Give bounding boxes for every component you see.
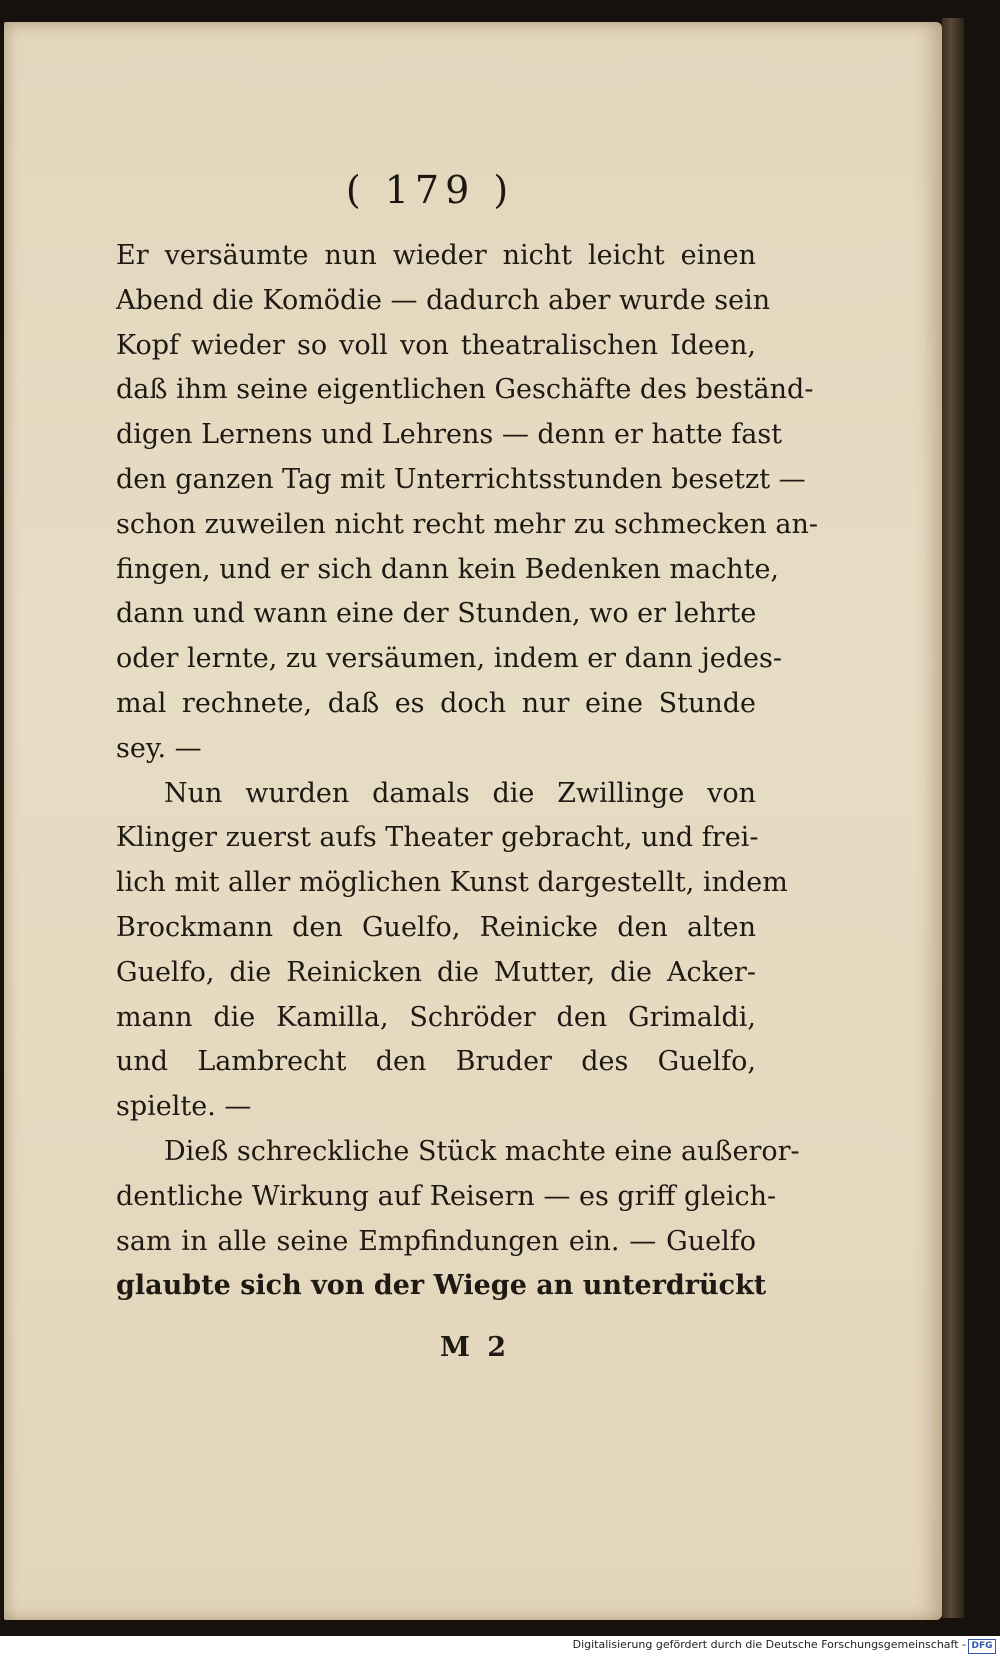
- text-line: schon zuweilen nicht recht mehr zu schmecken an-: [116, 508, 818, 540]
- text-line: Dieß schreckliche Stück machte eine außeror-: [164, 1135, 800, 1167]
- text-line: mal rechnete, daß es doch nur eine Stunde: [116, 687, 756, 719]
- text-line: und Lambrecht den Bruder des Guelfo,: [116, 1046, 756, 1078]
- text-line: dentliche Wirkung auf Reisern — es griff gleich-: [116, 1180, 777, 1212]
- text-line: Abend die Komödie — dadurch aber wurde sein: [116, 284, 771, 316]
- text-line: mann die Kamilla, Schröder den Grimaldi,: [116, 1001, 756, 1033]
- text-line: spielte. —: [116, 1091, 252, 1123]
- text-line: lich mit aller möglichen Kunst dargestellt, indem: [116, 867, 788, 899]
- body-text: [116, 234, 818, 1309]
- text-line: digen Lernens und Lehrens — denn er hatte fast: [116, 419, 783, 451]
- text-line: Klinger zuerst aufs Theater gebracht, und frei-: [116, 822, 759, 854]
- text-line: Brockmann den Guelfo, Reinicke den alten: [116, 911, 756, 943]
- text-line: daß ihm seine eigentlichen Geschäfte des beständ-: [116, 374, 814, 406]
- text-line: Kopf wieder so voll von theatralischen Ideen,: [116, 329, 756, 361]
- text-line: Er versäumte nun wieder nicht leicht einen: [116, 240, 756, 271]
- text-line: sey. —: [116, 732, 202, 764]
- text-line: glaubte sich von der Wiege an unterdrückt: [116, 1270, 767, 1302]
- text-line: Guelfo, die Reinicken die Mutter, die Acker-: [116, 956, 756, 988]
- page-number: ( 179 ): [345, 168, 515, 212]
- text-line: sam in alle seine Empfindungen ein. — Guelfo: [116, 1225, 756, 1257]
- signature-mark: M 2: [440, 1332, 511, 1363]
- text-line: Nun wurden damals die Zwillinge von: [164, 777, 756, 809]
- text-line: dann und wann eine der Stunden, wo er lehrte: [116, 598, 757, 630]
- book-edge: [942, 18, 964, 1618]
- text-line: den ganzen Tag mit Unterrichtsstunden besetzt —: [116, 463, 806, 495]
- dfg-logo[interactable]: DFG: [968, 1639, 996, 1654]
- text-line: oder lernte, zu versäumen, indem er dann jedes-: [116, 643, 782, 675]
- text-line: fingen, und er sich dann kein Bedenken machte,: [116, 553, 780, 585]
- footer-credit: Digitalisierung gefördert durch die Deutsche Forschungsgemeinschaft -: [572, 1638, 966, 1651]
